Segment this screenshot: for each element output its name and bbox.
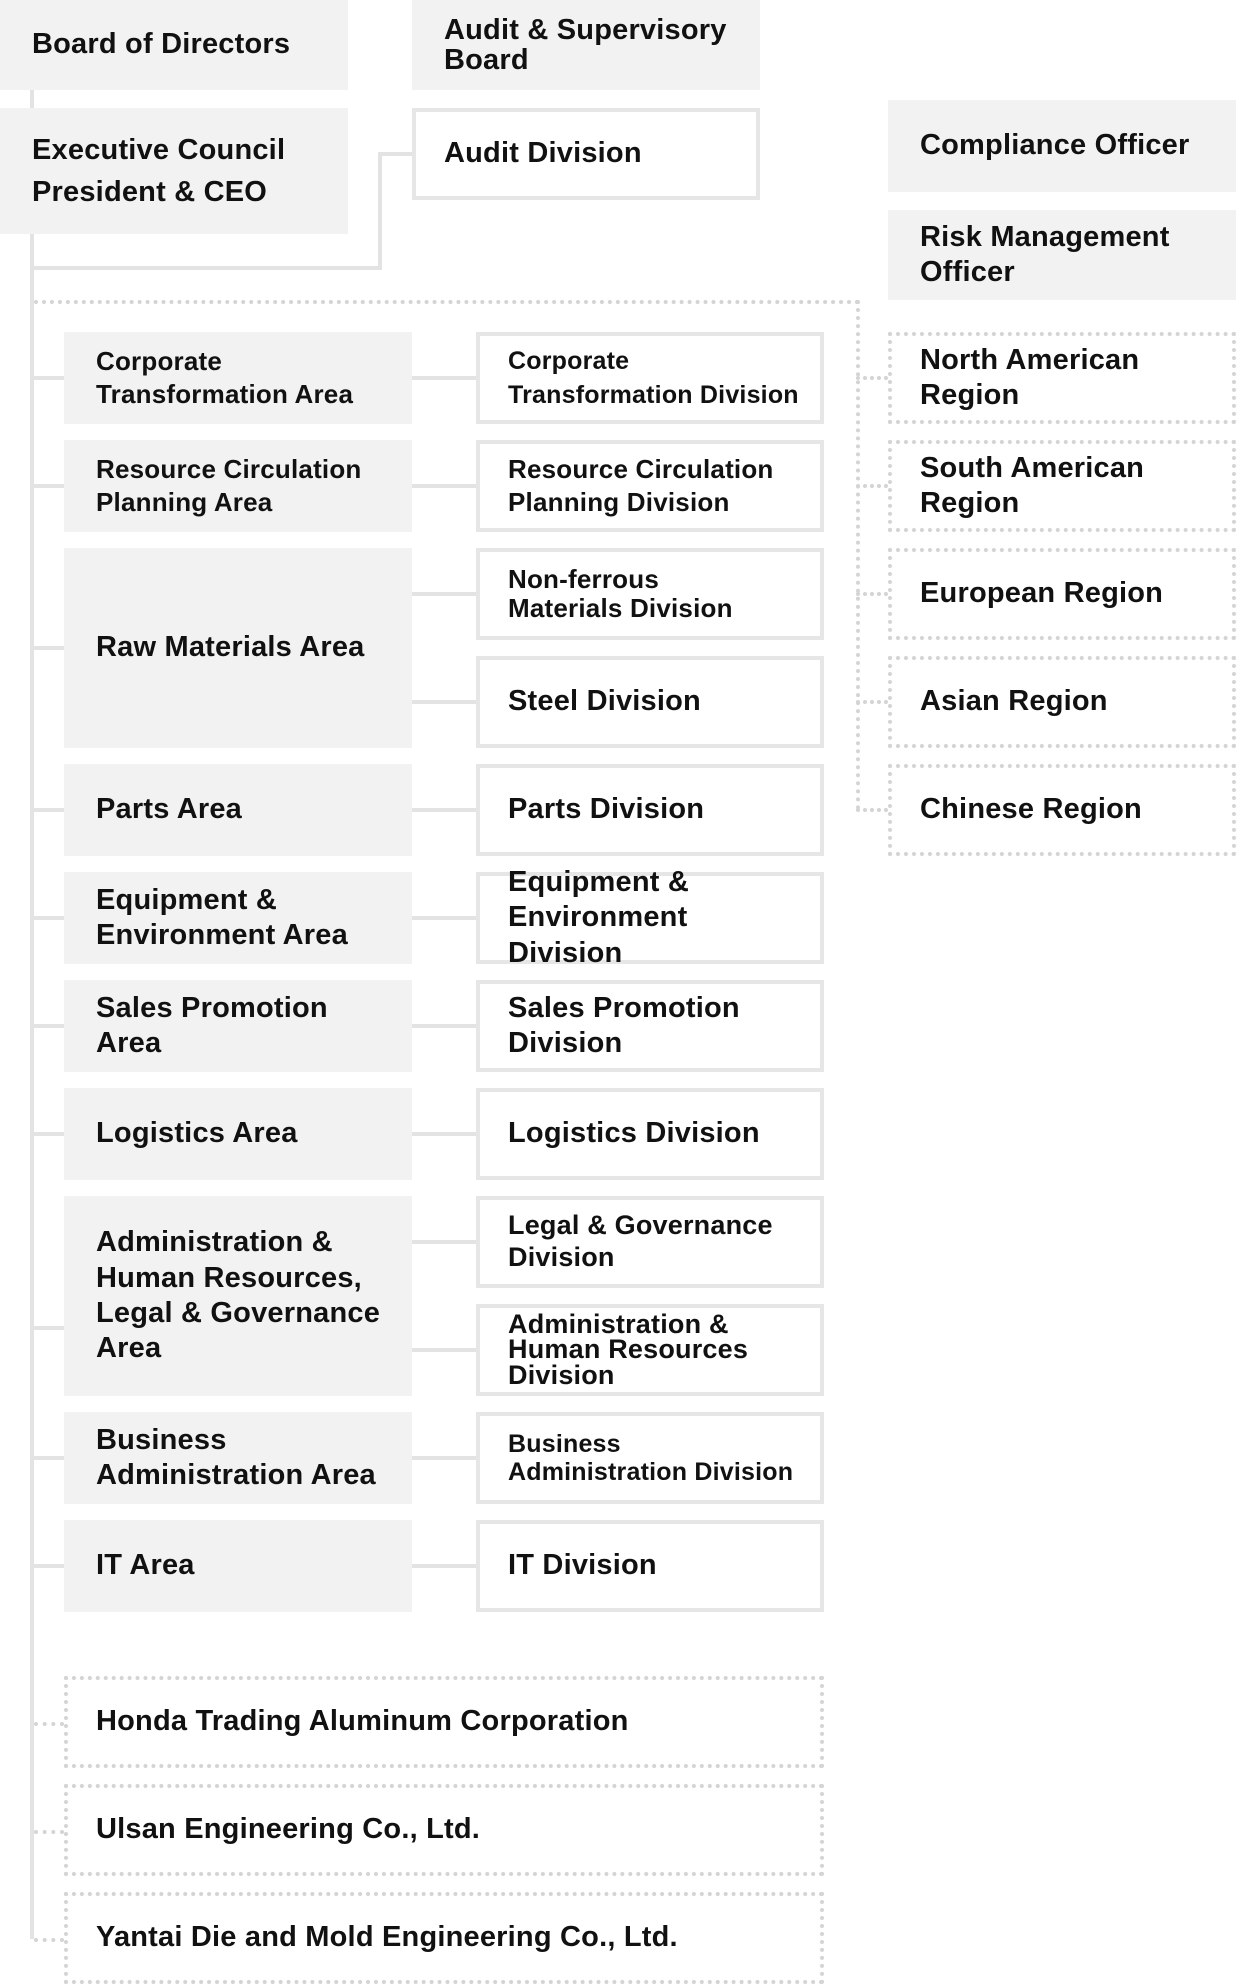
connector-trunk-area-10 <box>30 1564 64 1568</box>
dotted-connector-affiliate-3 <box>34 1938 64 1942</box>
area-label: IT Area <box>96 1549 195 1582</box>
area-logistics <box>64 1088 412 1180</box>
affiliate-ulsan-engineering <box>64 1784 824 1876</box>
division-label: Legal & Governance Division <box>508 1210 773 1272</box>
connector-area-division-3 <box>412 592 478 596</box>
board-of-directors <box>0 0 348 90</box>
connector-area-division-12 <box>412 1564 478 1568</box>
area-business-administration <box>64 1412 412 1504</box>
area-parts <box>64 764 412 856</box>
area-label: Business Administration Area <box>96 1423 376 1491</box>
division-steel <box>476 656 824 748</box>
connector-trunk-area-2 <box>30 484 64 488</box>
area-label: Resource Circulation Planning Area <box>96 453 362 517</box>
division-label: Administration & Human Resources Division <box>508 1309 749 1390</box>
board-of-directors-label: Board of Directors <box>32 28 291 61</box>
area-corporate-transformation <box>64 332 412 424</box>
division-equipment-environment <box>476 865 824 969</box>
area-label: Corporate Transformation Area <box>96 345 354 409</box>
division-label: Logistics Division <box>508 1117 760 1150</box>
region-south-american <box>888 440 1236 532</box>
division-resource-circulation <box>476 440 824 532</box>
connector-area-division-5 <box>412 808 478 812</box>
dotted-connector-region-5 <box>856 808 888 812</box>
dotted-line-top <box>34 300 860 304</box>
division-non-ferrous <box>476 548 824 640</box>
connector-area-division-9 <box>412 1240 478 1244</box>
audit-division <box>412 108 760 200</box>
division-label: Steel Division <box>508 685 701 718</box>
dotted-connector-region-3 <box>856 592 888 596</box>
audit-supervisory-board <box>412 0 760 90</box>
area-label: Sales Promotion Area <box>96 991 328 1059</box>
connector-trunk-area-7 <box>30 1132 64 1136</box>
division-label: Resource Circulation Planning Division <box>508 453 774 517</box>
connector-audit-h <box>378 152 412 156</box>
dotted-connector-affiliate-1 <box>34 1722 64 1726</box>
division-legal-governance <box>476 1196 824 1288</box>
region-asian <box>888 656 1236 748</box>
area-resource-circulation <box>64 440 412 532</box>
connector-trunk-area-8 <box>30 1326 64 1330</box>
area-label: Administration & Human Resources, Legal & Governance Area <box>96 1226 381 1365</box>
connector-area-division-11 <box>412 1456 478 1460</box>
audit-division-label: Audit Division <box>444 137 642 170</box>
connector-trunk-area-9 <box>30 1456 64 1460</box>
area-label: Parts Area <box>96 793 243 826</box>
compliance-officer-label: Compliance Officer <box>920 129 1190 162</box>
connector-trunk-area-3 <box>30 646 64 650</box>
dotted-connector-region-4 <box>856 700 888 704</box>
area-label: Equipment & Environment Area <box>96 883 348 951</box>
division-label: IT Division <box>508 1549 657 1582</box>
area-sales-promotion <box>64 980 412 1072</box>
connector-area-division-10 <box>412 1348 478 1352</box>
audit-supervisory-board-label: Audit & Supervisory Board <box>444 13 727 76</box>
division-logistics <box>476 1088 824 1180</box>
region-label: European Region <box>920 577 1164 610</box>
connector-board-to-exec <box>30 90 34 108</box>
connector-trunk-area-1 <box>30 376 64 380</box>
connector-area-division-6 <box>412 916 478 920</box>
connector-area-division-4 <box>412 700 478 704</box>
division-business-administration <box>476 1412 824 1504</box>
executive-council-label: Executive Council President & CEO <box>32 133 286 208</box>
division-parts <box>476 764 824 856</box>
connector-trunk-area-6 <box>30 1024 64 1028</box>
region-label: Chinese Region <box>920 793 1142 826</box>
division-label: Business Administration Division <box>508 1430 794 1486</box>
connector-area-division-8 <box>412 1132 478 1136</box>
division-label: Corporate Transformation Division <box>508 347 799 409</box>
division-label: Sales Promotion Division <box>508 991 740 1059</box>
affiliate-label: Ulsan Engineering Co., Ltd. <box>96 1813 481 1846</box>
division-administration-hr <box>476 1304 824 1396</box>
division-label: Non-ferrous Materials Division <box>508 563 733 623</box>
compliance-officer <box>888 100 1236 192</box>
affiliate-honda-trading-aluminum <box>64 1676 824 1768</box>
region-north-american <box>888 332 1236 424</box>
region-label: South American Region <box>920 451 1145 519</box>
affiliate-label: Honda Trading Aluminum Corporation <box>96 1705 629 1738</box>
region-label: North American Region <box>920 343 1140 411</box>
division-it <box>476 1520 824 1612</box>
region-european <box>888 548 1236 640</box>
connector-trunk-area-4 <box>30 808 64 812</box>
affiliate-yantai-die-mold <box>64 1892 824 1984</box>
connector-area-division-1 <box>412 376 478 380</box>
dotted-connector-region-2 <box>856 484 888 488</box>
division-label: Parts Division <box>508 793 705 826</box>
area-label: Raw Materials Area <box>96 631 365 664</box>
risk-management-officer <box>888 210 1236 300</box>
division-sales-promotion <box>476 980 824 1072</box>
executive-council <box>0 108 348 234</box>
dotted-connector-affiliate-2 <box>34 1830 64 1834</box>
connector-area-division-2 <box>412 484 478 488</box>
dotted-connector-region-1 <box>856 376 888 380</box>
region-label: Asian Region <box>920 685 1108 718</box>
region-chinese <box>888 764 1236 856</box>
area-administration-legal <box>64 1196 412 1396</box>
area-raw-materials <box>64 548 412 748</box>
connector-audit-v <box>378 152 382 270</box>
area-equipment-environment <box>64 872 412 964</box>
division-corporate-transformation <box>476 332 824 424</box>
area-it <box>64 1520 412 1612</box>
risk-management-officer-label: Risk Management Officer <box>920 221 1170 288</box>
affiliate-label: Yantai Die and Mold Engineering Co., Ltd. <box>96 1921 678 1954</box>
main-trunk-line <box>30 234 34 1939</box>
connector-area-division-7 <box>412 1024 478 1028</box>
division-label: Equipment & Environment Division <box>508 865 690 969</box>
connector-trunk-area-5 <box>30 916 64 920</box>
connector-trunk-to-audit-h <box>30 266 382 270</box>
area-label: Logistics Area <box>96 1117 298 1150</box>
